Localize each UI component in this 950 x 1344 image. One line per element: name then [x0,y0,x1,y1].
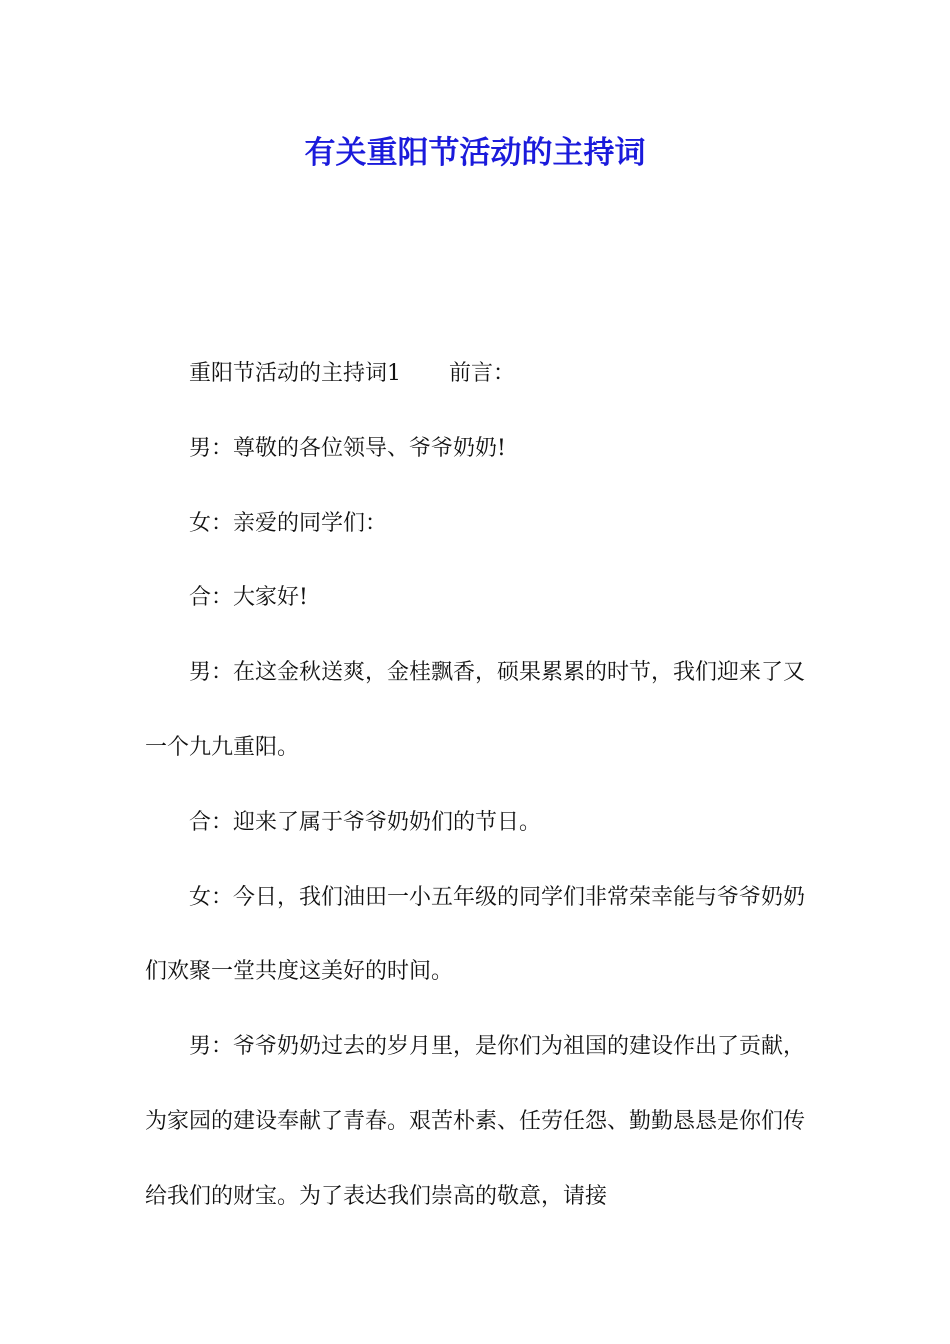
paragraph: 合：迎来了属于爷爷奶奶们的节日。 [189,809,542,835]
document-title: 有关重阳节活动的主持词 [304,135,646,171]
preface-label: 前言： [449,361,516,386]
document-body [145,337,805,1235]
paragraph: 合：大家好! [189,585,308,611]
paragraph: 女：今日，我们油田一小五年级的同学们非常荣幸能与爷爷奶奶们欢聚一堂共度这美好的时间。 [145,884,806,985]
paragraph: 女：亲爱的同学们： [189,510,388,536]
section-title: 重阳节活动的主持词1 [189,361,401,386]
paragraph: 男：爷爷奶奶过去的岁月里，是你们为祖国的建设作出了贡献，为家园的建设奉献了青春。艰苦朴素、任劳任怨、勤勤恳恳是你们传给我们的财宝。为了表达我们崇高的敬意，请接 [145,1034,806,1209]
paragraph: 男：在这金秋送爽，金桂飘香，硕果累累的时节，我们迎来了又一个九九重阳。 [145,660,806,760]
paragraph: 男：尊敬的各位领导、爷爷奶奶! [189,435,506,461]
heading-line [145,337,805,412]
